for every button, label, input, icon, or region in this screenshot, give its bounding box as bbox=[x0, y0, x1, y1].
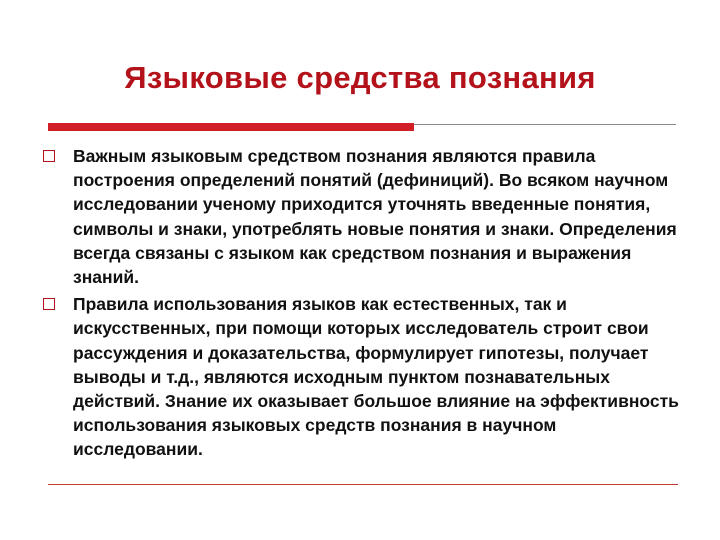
hollow-square-bullet-icon bbox=[43, 298, 55, 310]
bullet-list bbox=[40, 144, 685, 465]
footer-divider bbox=[48, 484, 678, 485]
bullet-item bbox=[40, 144, 685, 289]
bullet-text: Правила использования языков как естественных, так и искусственных, при помощи которых исследователь строит свои рассуждения и доказательства, формулирует гипотезы, получает выводы и т.д., являются исходным пунктом познавательных действий. Знание их оказывает большое влияние на эффективность использования языковых средств познания в научном исследовании. bbox=[73, 294, 679, 460]
bullet-text: Важным языковым средством познания являются правила построения определений понятий (дефиниций). Во всяком научном исследовании ученому приходится уточнять введенные понятия, символы и знаки, употреблять новые понятия и знаки. Определения всегда связаны с языком как средством познания и выражения знаний. bbox=[73, 146, 677, 288]
slide-title: Языковые средства познания bbox=[124, 60, 596, 95]
bullet-item bbox=[40, 292, 685, 461]
hollow-square-bullet-icon bbox=[43, 150, 55, 162]
title-divider-accent-bar bbox=[48, 123, 414, 131]
